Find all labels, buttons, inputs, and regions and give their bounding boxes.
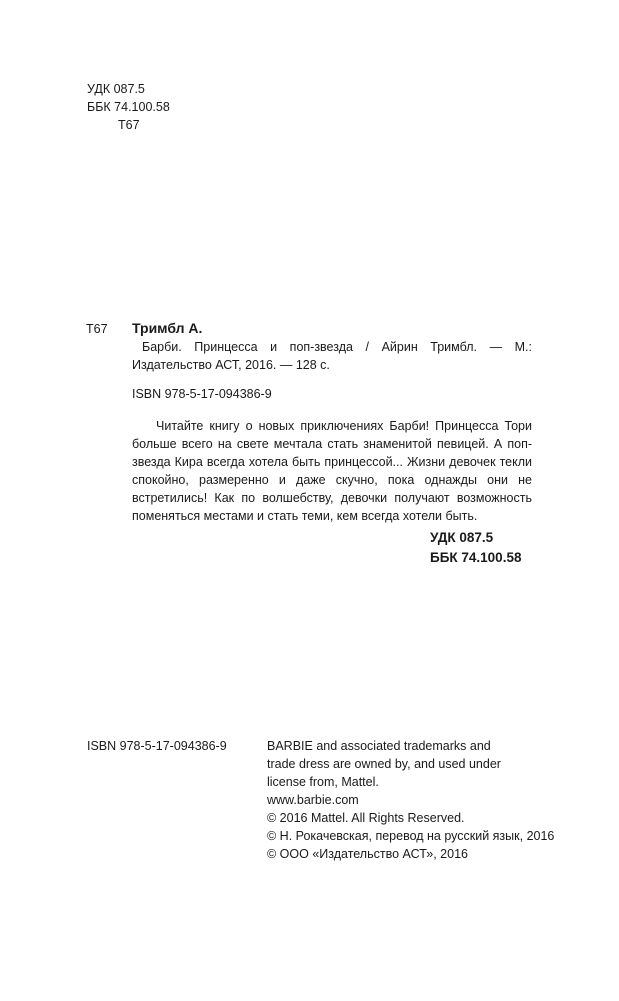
copyright-line: © 2016 Mattel. All Rights Reserved.	[267, 811, 465, 825]
classification-codes-bottom	[430, 528, 521, 568]
entry-body	[132, 318, 532, 538]
website-link[interactable]: www.barbie.com	[267, 793, 359, 807]
bibliographic-description: Барби. Принцесса и поп-звезда / Айрин Тримбл. — М.: Издательство АСТ, 2016. — 128 с.	[132, 340, 532, 372]
copyright-line: © ООО «Издательство АСТ», 2016	[267, 847, 468, 861]
author-name: Тримбл А.	[132, 320, 203, 336]
isbn-bottom: ISBN 978-5-17-094386-9	[87, 739, 227, 753]
copyright-line: © Н. Рокачевская, перевод на русский язык, 2016	[267, 829, 555, 843]
copyright-line: license from, Mattel.	[267, 775, 379, 789]
copyright-block	[267, 737, 557, 863]
copyright-line: BARBIE and associated trademarks and	[267, 739, 491, 753]
author-mark: Т67	[118, 118, 140, 132]
bbk-code-bold: ББК 74.100.58	[430, 550, 522, 565]
entry-isbn: ISBN 978-5-17-094386-9	[132, 387, 272, 401]
udk-code: УДК 087.5	[87, 82, 145, 96]
entry-author-mark: Т67	[86, 322, 108, 336]
classification-codes-top	[87, 80, 170, 134]
bbk-code: ББК 74.100.58	[87, 100, 170, 114]
copyright-line: trade dress are owned by, and used under	[267, 757, 501, 771]
annotation: Читайте книгу о новых приключениях Барби! Принцесса Тори больше всего на свете мечтала стать знаменитой певицей. А поп-звезда Кира всегда хотела быть принцессой... Жизни девочек текли спокойно, размеренно и даже скучно, пока однажды они не встретились! Как по волшебству, девочки получают возможность поменяться местами и стать теми, кем всегда хотели быть.	[132, 419, 532, 523]
udk-code-bold: УДК 087.5	[430, 530, 494, 545]
